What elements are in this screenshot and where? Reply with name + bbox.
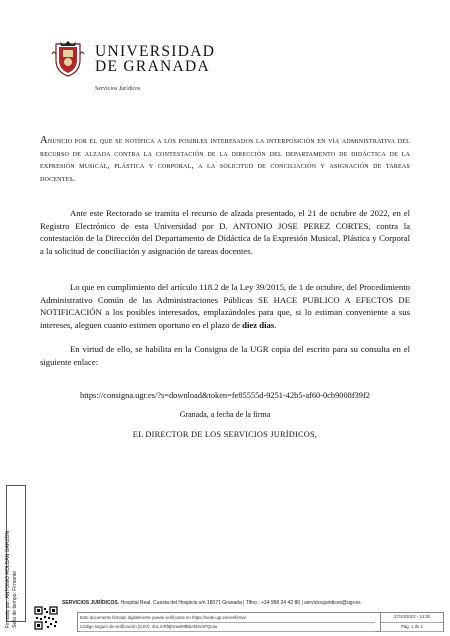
announcement-initial: A <box>40 135 48 146</box>
body-paragraph-2 <box>40 281 410 331</box>
verification-box <box>77 612 444 632</box>
university-name-line2: DE GRANADA <box>95 58 211 75</box>
signature-signer: Firmado por: ANTONIO ROLDÁN GARZÓN <box>5 530 11 628</box>
place-date: Granada, a fecha de la firma <box>179 410 271 419</box>
signature-timestamp: Sello de tiempo: Firmante <box>12 571 18 628</box>
university-name <box>95 44 215 74</box>
qr-code-icon <box>34 606 58 630</box>
verification-url-text: Este documento firmado digitalmente puede verificarse en https://sede.ugr.es/verifirma/ <box>80 614 375 623</box>
signature-stamp-text <box>5 531 19 628</box>
announcement-text: nuncio por el que se notifica a los posibles interesados la interposición en vía administrativa del recurso de alzada contra la contestación de la dirección del departamento de didáctica de la expresión musical, plástica y corporal, a la solicitud de conciliación y asignación de tareas docentes. <box>40 136 410 183</box>
verification-page: Pág. 1 de 1 <box>381 623 443 633</box>
verification-date: 27/10/2022 - 14:30 <box>381 613 443 623</box>
paragraph-2-deadline: diez días <box>242 319 275 330</box>
footer-org: SERVICIOS JURÍDICOS. <box>62 600 120 606</box>
signer-title: EL DIRECTOR DE LOS SERVICIOS JURÍDICOS, <box>132 430 318 439</box>
announcement-title <box>40 135 410 185</box>
body-paragraph-1: Ante este Rectorado se tramita el recurso de alzada presentado, el 21 de octubre de 2022, en el Registro Electrónico de esta Universidad por D. ANTONIO JOSE PEREZ CORTES, contra la contestación de la Dirección del Departamento de Didáctica de la Expresión Musical, Plástica y Corporal a la solicitud de conciliación y asignación de tareas docentes. <box>40 208 410 256</box>
university-name-line1: UNIVERSIDAD <box>95 43 216 60</box>
consigna-link[interactable]: https://consigna.ugr.es/?s=download&token=fe85555d-9251-42b5-af60-0cb9008f39f2 <box>80 391 370 400</box>
paragraph-2-text: Lo que en cumplimiento del artículo 118.2 de la Ley 39/2015, de 1 de octubre, del Procedimiento Administrativo Común de las Administraciones Públicas SE HACE PUBLICO A EFECTOS DE NOTIFICACIÓN a los posibles interesados, emplazándoles para que, si lo estiman conveniente a sus intereses, aleguen cuanto estimen oportuno en el plazo de <box>40 282 410 330</box>
paragraph-2-end: . <box>274 319 277 330</box>
footer-address <box>62 600 361 606</box>
footer-address-text: Hospital Real. Cuesta del Hospicio s/n 18071 Granada | Tlfno.: +34 958 24 42 80 | serviciosjuridicos@ugr.es <box>119 600 361 606</box>
verification-csv-code: Código seguro de verificación (CSV): 4ULiVRf8j0cweMfBkAkDvHFQcau <box>80 623 375 632</box>
body-paragraph-3: En virtud de ello, se habilita en la Consigna de la UGR copia del escrito para su consulta en el siguiente enlace: <box>40 344 410 367</box>
department-name: Servicios Jurídicos <box>95 86 141 92</box>
university-seal-logo <box>50 40 86 78</box>
